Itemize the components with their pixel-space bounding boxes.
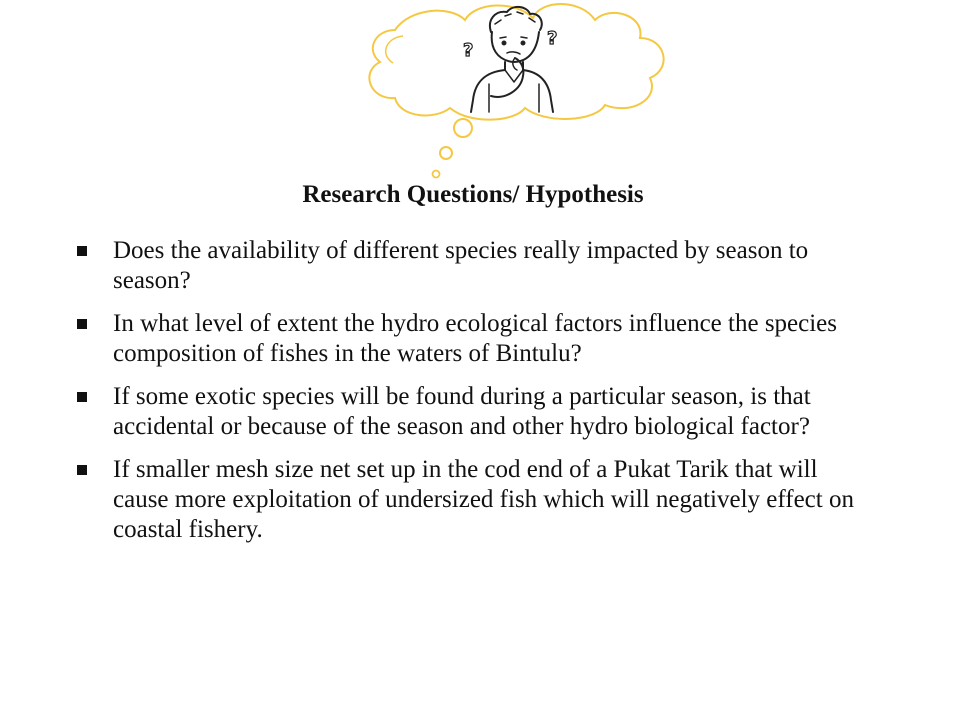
thinking-person-icon: [471, 7, 553, 112]
list-item-text: Does the availability of different species really impacted by season to season?: [113, 237, 809, 294]
list-item-text: If smaller mesh size net set up in the cod end of a Pukat Tarik that will cause more exploitation of undersized fish which will negatively effect on coastal fishery.: [113, 456, 854, 543]
question-mark-left: ?: [463, 40, 474, 61]
thinking-person-illustration: [355, 0, 685, 185]
thought-bubble-large: [454, 119, 472, 137]
square-bullet-icon: [77, 246, 87, 256]
square-bullet-icon: [77, 319, 87, 329]
research-questions-list: [77, 236, 867, 558]
list-item-text: In what level of extent the hydro ecological factors influence the species composition of fishes in the waters of Bintulu?: [113, 310, 838, 367]
thought-bubble-small: [433, 171, 440, 178]
thought-bubble-medium: [440, 147, 452, 159]
list-item: [77, 382, 867, 442]
list-item: [77, 309, 867, 369]
question-mark-right: ?: [547, 28, 558, 49]
square-bullet-icon: [77, 392, 87, 402]
list-item: [77, 236, 867, 296]
slide-title: Research Questions/ Hypothesis: [302, 181, 644, 208]
square-bullet-icon: [77, 465, 87, 475]
list-item-text: If some exotic species will be found during a particular season, is that accidental or because of the season and other hydro biological factor?: [113, 383, 811, 440]
list-item: [77, 455, 867, 545]
